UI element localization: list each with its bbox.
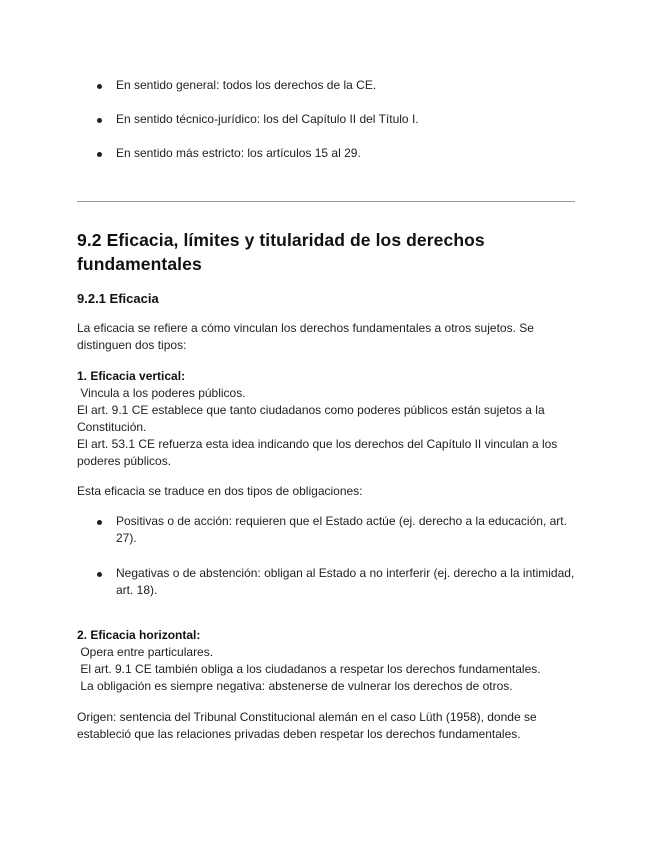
horizontal-line: El art. 9.1 CE también obliga a los ciudadanos a respetar los derechos fundamentales. bbox=[77, 662, 541, 676]
section-heading: 9.2 Eficacia, límites y titularidad de los derechos fundamentales bbox=[77, 230, 485, 274]
vertical-line: El art. 9.1 CE establece que tanto ciudadanos como poderes públicos están sujetos a la Constitución. bbox=[77, 403, 545, 434]
horizontal-efficacy-block bbox=[77, 627, 582, 695]
vertical-efficacy-block bbox=[77, 368, 582, 470]
subsection-heading: 9.2.1 Eficacia bbox=[77, 291, 159, 306]
horizontal-efficacy-heading: 2. Eficacia horizontal: bbox=[77, 628, 201, 642]
vertical-line: El art. 53.1 CE refuerza esta idea indicando que los derechos del Capítulo II vinculan a los poderes públicos. bbox=[77, 437, 558, 468]
intro-paragraph: La eficacia se refiere a cómo vinculan los derechos fundamentales a otros sujetos. Se distinguen dos tipos: bbox=[77, 321, 534, 352]
list-item: En sentido más estricto: los artículos 15 al 29. bbox=[77, 145, 577, 162]
origin-paragraph: Origen: sentencia del Tribunal Constitucional alemán en el caso Lüth (1958), donde se estableció que las relaciones privadas deben respetar los derechos fundamentales. bbox=[77, 710, 537, 741]
obligations-bullet-list bbox=[77, 513, 587, 617]
list-item: En sentido general: todos los derechos de la CE. bbox=[77, 77, 577, 94]
vertical-efficacy-heading: 1. Eficacia vertical: bbox=[77, 369, 186, 383]
horizontal-line: Opera entre particulares. bbox=[77, 645, 214, 659]
obligations-intro: Esta eficacia se traduce en dos tipos de obligaciones: bbox=[77, 484, 363, 498]
scope-bullet-list bbox=[77, 77, 577, 179]
list-item: Negativas o de abstención: obligan al Estado a no interferir (ej. derecho a la intimidad, art. 18). bbox=[77, 565, 587, 599]
list-item: Positivas o de acción: requieren que el Estado actúe (ej. derecho a la educación, art. 27). bbox=[77, 513, 587, 547]
horizontal-divider bbox=[77, 201, 575, 202]
vertical-line: Vincula a los poderes públicos. bbox=[77, 386, 246, 400]
list-item: En sentido técnico-jurídico: los del Capítulo II del Título I. bbox=[77, 111, 577, 128]
horizontal-line: La obligación es siempre negativa: abstenerse de vulnerar los derechos de otros. bbox=[77, 679, 513, 693]
